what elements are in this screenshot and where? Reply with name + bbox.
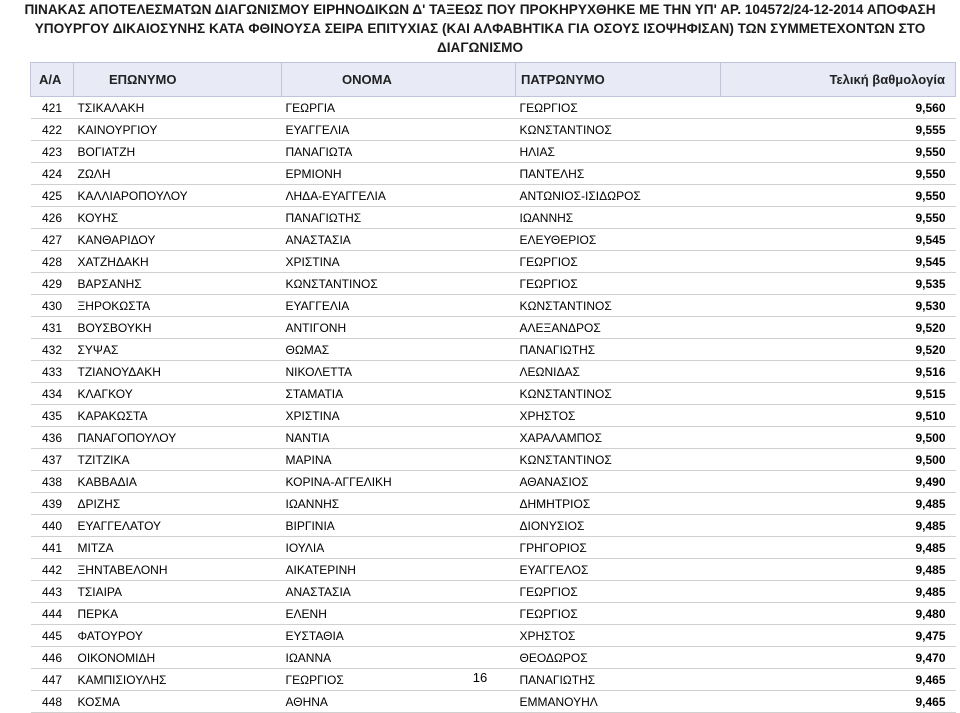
row-father-name: ΚΩΝΣΤΑΝΤΙΝΟΣ [516, 449, 721, 471]
row-id: 448 [31, 691, 74, 713]
results-table-container [30, 62, 955, 713]
row-name: ΧΡΙΣΤΙΝΑ [282, 405, 516, 427]
row-father-name: ΚΩΝΣΤΑΝΤΙΝΟΣ [516, 295, 721, 317]
row-surname: ΚΟΣΜΑ [74, 691, 282, 713]
row-final-grade: 9,516 [721, 361, 956, 383]
row-father-name: ΓΕΩΡΓΙΟΣ [516, 97, 721, 119]
row-surname: ΦΑΤΟΥΡΟΥ [74, 625, 282, 647]
row-surname: ΞΗΡΟΚΩΣΤΑ [74, 295, 282, 317]
row-father-name: ΕΥΑΓΓΕΛΟΣ [516, 559, 721, 581]
row-final-grade: 9,485 [721, 581, 956, 603]
table-row [31, 207, 956, 229]
title-line-3: ΔΙΑΓΩΝΙΣΜΟ [436, 40, 524, 55]
row-id: 437 [31, 449, 74, 471]
row-final-grade: 9,485 [721, 515, 956, 537]
row-id: 424 [31, 163, 74, 185]
results-table [30, 62, 956, 713]
row-father-name: ΔΗΜΗΤΡΙΟΣ [516, 493, 721, 515]
row-name: ΕΛΕΝΗ [282, 603, 516, 625]
row-father-name: ΘΕΟΔΩΡΟΣ [516, 647, 721, 669]
table-row [31, 141, 956, 163]
row-final-grade: 9,470 [721, 647, 956, 669]
row-surname: ΒΟΓΙΑΤΖΗ [74, 141, 282, 163]
row-final-grade: 9,560 [721, 97, 956, 119]
row-name: ΠΑΝΑΓΙΩΤΗΣ [282, 207, 516, 229]
row-id: 447 [31, 669, 74, 691]
row-father-name: ΧΑΡΑΛΑΜΠΟΣ [516, 427, 721, 449]
row-name: ΑΝΑΣΤΑΣΙΑ [282, 229, 516, 251]
row-name: ΕΥΑΓΓΕΛΙΑ [282, 295, 516, 317]
row-final-grade: 9,550 [721, 207, 956, 229]
row-name: ΑΙΚΑΤΕΡΙΝΗ [282, 559, 516, 581]
table-row [31, 581, 956, 603]
page-number: 16 [472, 670, 488, 685]
row-final-grade: 9,500 [721, 427, 956, 449]
row-final-grade: 9,550 [721, 163, 956, 185]
row-surname: ΚΑΝΘΑΡΙΔΟΥ [74, 229, 282, 251]
row-name: ΚΟΡΙΝΑ-ΑΓΓΕΛΙΚΗ [282, 471, 516, 493]
row-name: ΑΝΤΙΓΟΝΗ [282, 317, 516, 339]
row-id: 428 [31, 251, 74, 273]
table-row [31, 405, 956, 427]
row-name: ΧΡΙΣΤΙΝΑ [282, 251, 516, 273]
header-final-grade: Τελική βαθμολογία [721, 63, 956, 97]
row-surname: ΚΑΡΑΚΩΣΤΑ [74, 405, 282, 427]
row-name: ΠΑΝΑΓΙΩΤΑ [282, 141, 516, 163]
table-row [31, 559, 956, 581]
row-id: 432 [31, 339, 74, 361]
table-row [31, 383, 956, 405]
table-row [31, 295, 956, 317]
row-id: 431 [31, 317, 74, 339]
table-row [31, 515, 956, 537]
row-name: ΛΗΔΑ-ΕΥΑΓΓΕΛΙΑ [282, 185, 516, 207]
table-row [31, 647, 956, 669]
row-id: 427 [31, 229, 74, 251]
table-row [31, 625, 956, 647]
row-final-grade: 9,485 [721, 537, 956, 559]
row-surname: ΒΑΡΣΑΝΗΣ [74, 273, 282, 295]
row-surname: ΚΑΛΛΙΑΡΟΠΟΥΛΟΥ [74, 185, 282, 207]
row-id: 421 [31, 97, 74, 119]
row-id: 446 [31, 647, 74, 669]
table-row [31, 185, 956, 207]
row-surname: ΚΛΑΓΚΟΥ [74, 383, 282, 405]
row-father-name: ΗΛΙΑΣ [516, 141, 721, 163]
table-row [31, 317, 956, 339]
row-name: ΜΑΡΙΝΑ [282, 449, 516, 471]
row-id: 442 [31, 559, 74, 581]
row-id: 444 [31, 603, 74, 625]
row-id: 423 [31, 141, 74, 163]
document-title [0, 0, 960, 57]
row-father-name: ΑΝΤΩΝΙΟΣ-ΙΣΙΔΩΡΟΣ [516, 185, 721, 207]
table-row [31, 361, 956, 383]
row-final-grade: 9,550 [721, 141, 956, 163]
row-father-name: ΧΡΗΣΤΟΣ [516, 405, 721, 427]
header-id: Α/Α [31, 63, 74, 97]
row-id: 441 [31, 537, 74, 559]
row-surname: ΤΖΙΑΝΟΥΔΑΚΗ [74, 361, 282, 383]
row-name: ΓΕΩΡΓΙΟΣ [282, 669, 516, 691]
row-surname: ΒΟΥΣΒΟΥΚΗ [74, 317, 282, 339]
row-father-name: ΠΑΝΑΓΙΩΤΗΣ [516, 669, 721, 691]
table-row [31, 97, 956, 119]
row-name: ΓΕΩΡΓΙΑ [282, 97, 516, 119]
row-father-name: ΑΘΑΝΑΣΙΟΣ [516, 471, 721, 493]
row-father-name: ΕΛΕΥΘΕΡΙΟΣ [516, 229, 721, 251]
table-body [31, 97, 956, 713]
row-name: ΒΙΡΓΙΝΙΑ [282, 515, 516, 537]
row-surname: ΧΑΤΖΗΔΑΚΗ [74, 251, 282, 273]
row-father-name: ΠΑΝΤΕΛΗΣ [516, 163, 721, 185]
table-row [31, 471, 956, 493]
row-final-grade: 9,520 [721, 317, 956, 339]
row-id: 430 [31, 295, 74, 317]
row-father-name: ΓΕΩΡΓΙΟΣ [516, 603, 721, 625]
row-surname: ΚΑΒΒΑΔΙΑ [74, 471, 282, 493]
row-father-name: ΚΩΝΣΤΑΝΤΙΝΟΣ [516, 383, 721, 405]
row-father-name: ΠΑΝΑΓΙΩΤΗΣ [516, 339, 721, 361]
row-final-grade: 9,475 [721, 625, 956, 647]
row-surname: ΠΕΡΚΑ [74, 603, 282, 625]
row-name: ΑΝΑΣΤΑΣΙΑ [282, 581, 516, 603]
table-row [31, 427, 956, 449]
row-final-grade: 9,480 [721, 603, 956, 625]
row-final-grade: 9,510 [721, 405, 956, 427]
row-final-grade: 9,550 [721, 185, 956, 207]
row-name: ΚΩΝΣΤΑΝΤΙΝΟΣ [282, 273, 516, 295]
row-surname: ΚΟΥΗΣ [74, 207, 282, 229]
row-surname: ΖΩΛΗ [74, 163, 282, 185]
table-row [31, 493, 956, 515]
row-name: ΑΘΗΝΑ [282, 691, 516, 713]
row-final-grade: 9,545 [721, 229, 956, 251]
row-final-grade: 9,545 [721, 251, 956, 273]
table-row [31, 229, 956, 251]
row-id: 429 [31, 273, 74, 295]
row-id: 436 [31, 427, 74, 449]
row-surname: ΤΖΙΤΖΙΚΑ [74, 449, 282, 471]
row-name: ΘΩΜΑΣ [282, 339, 516, 361]
row-id: 443 [31, 581, 74, 603]
row-surname: ΟΙΚΟΝΟΜΙΔΗ [74, 647, 282, 669]
row-name: ΣΤΑΜΑΤΙΑ [282, 383, 516, 405]
row-final-grade: 9,535 [721, 273, 956, 295]
row-father-name: ΔΙΟΝΥΣΙΟΣ [516, 515, 721, 537]
row-father-name: ΓΕΩΡΓΙΟΣ [516, 581, 721, 603]
row-final-grade: 9,485 [721, 493, 956, 515]
row-surname: ΣΥΨΑΣ [74, 339, 282, 361]
row-surname: ΜΙΤΖΑ [74, 537, 282, 559]
table-row [31, 119, 956, 141]
row-surname: ΚΑΙΝΟΥΡΓΙΟΥ [74, 119, 282, 141]
row-id: 435 [31, 405, 74, 427]
row-name: ΙΟΥΛΙΑ [282, 537, 516, 559]
row-final-grade: 9,520 [721, 339, 956, 361]
row-surname: ΠΑΝΑΓΟΠΟΥΛΟΥ [74, 427, 282, 449]
row-id: 434 [31, 383, 74, 405]
row-id: 440 [31, 515, 74, 537]
table-row [31, 339, 956, 361]
table-row [31, 163, 956, 185]
header-surname: ΕΠΩΝΥΜΟ [74, 63, 282, 97]
row-father-name: ΓΕΩΡΓΙΟΣ [516, 251, 721, 273]
row-id: 439 [31, 493, 74, 515]
row-name: ΕΥΣΤΑΘΙΑ [282, 625, 516, 647]
row-father-name: ΓΡΗΓΟΡΙΟΣ [516, 537, 721, 559]
row-father-name: ΑΛΕΞΑΝΔΡΟΣ [516, 317, 721, 339]
row-father-name: ΕΜΜΑΝΟΥΗΛ [516, 691, 721, 713]
row-id: 426 [31, 207, 74, 229]
row-final-grade: 9,515 [721, 383, 956, 405]
table-header-row [31, 63, 956, 97]
row-name: ΙΩΑΝΝΗΣ [282, 493, 516, 515]
row-surname: ΔΡΙΖΗΣ [74, 493, 282, 515]
row-father-name: ΧΡΗΣΤΟΣ [516, 625, 721, 647]
row-surname: ΤΣΙΚΑΛΑΚΗ [74, 97, 282, 119]
row-name: ΝΑΝΤΙΑ [282, 427, 516, 449]
row-father-name: ΓΕΩΡΓΙΟΣ [516, 273, 721, 295]
row-name: ΕΡΜΙΟΝΗ [282, 163, 516, 185]
table-row [31, 537, 956, 559]
table-row [31, 449, 956, 471]
row-surname: ΕΥΑΓΓΕΛΑΤΟΥ [74, 515, 282, 537]
title-line-2: ΥΠΟΥΡΓΟΥ ΔΙΚΑΙΟΣΥΝΗΣ ΚΑΤΑ ΦΘΙΝΟΥΣΑ ΣΕΙΡΑ ΕΠΙΤΥΧΙΑΣ (ΚΑΙ ΑΛΦΑΒΗΤΙΚΑ ΓΙΑ ΟΣΟΥΣ ΙΣΟΨΗΦΙΣΑΝ) ΤΩΝ ΣΥΜΜΕΤΕΧΟΝΤΩΝ ΣΤΟ [34, 21, 926, 36]
row-name: ΙΩΑΝΝΑ [282, 647, 516, 669]
row-final-grade: 9,490 [721, 471, 956, 493]
row-id: 445 [31, 625, 74, 647]
row-father-name: ΚΩΝΣΤΑΝΤΙΝΟΣ [516, 119, 721, 141]
row-id: 433 [31, 361, 74, 383]
row-final-grade: 9,485 [721, 559, 956, 581]
row-id: 422 [31, 119, 74, 141]
row-surname: ΤΣΙΑΙΡΑ [74, 581, 282, 603]
row-final-grade: 9,500 [721, 449, 956, 471]
table-row [31, 603, 956, 625]
row-id: 425 [31, 185, 74, 207]
row-final-grade: 9,465 [721, 691, 956, 713]
title-line-1: ΠΙΝΑΚΑΣ ΑΠΟΤΕΛΕΣΜΑΤΩΝ ΔΙΑΓΩΝΙΣΜΟΥ ΕΙΡΗΝΟΔΙΚΩΝ Δ' ΤΑΞΕΩΣ ΠΟΥ ΠΡΟΚΗΡΥΧΘΗΚΕ ΜΕ ΤΗΝ ΥΠ' ΑΡ. 104572/24-12-2014 ΑΠΟΦΑΣΗ [24, 2, 936, 17]
row-father-name: ΙΩΑΝΝΗΣ [516, 207, 721, 229]
row-final-grade: 9,465 [721, 669, 956, 691]
table-row [31, 273, 956, 295]
row-name: ΕΥΑΓΓΕΛΙΑ [282, 119, 516, 141]
table-row [31, 691, 956, 713]
row-surname: ΚΑΜΠΙΣΙΟΥΛΗΣ [74, 669, 282, 691]
row-final-grade: 9,555 [721, 119, 956, 141]
row-final-grade: 9,530 [721, 295, 956, 317]
header-name: ΟΝΟΜΑ [282, 63, 516, 97]
row-name: ΝΙΚΟΛΕΤΤΑ [282, 361, 516, 383]
header-father-name: ΠΑΤΡΩΝΥΜΟ [516, 63, 721, 97]
row-id: 438 [31, 471, 74, 493]
row-father-name: ΛΕΩΝΙΔΑΣ [516, 361, 721, 383]
table-row [31, 251, 956, 273]
row-surname: ΞΗΝΤΑΒΕΛΟΝΗ [74, 559, 282, 581]
